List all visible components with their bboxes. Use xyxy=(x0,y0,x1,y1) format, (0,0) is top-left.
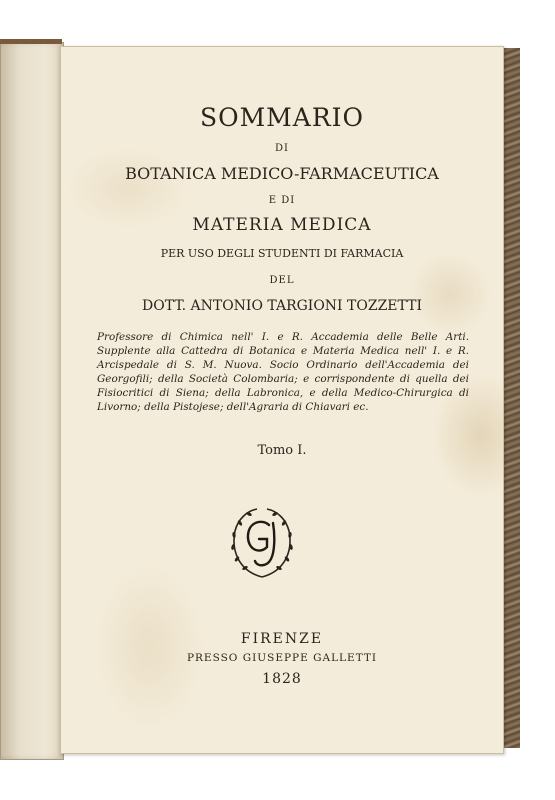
connector-e-di: E DI xyxy=(268,195,296,206)
volume-label: Tomo I. xyxy=(257,443,307,458)
marbled-page-edge xyxy=(503,48,520,748)
imprint-year: 1828 xyxy=(262,671,302,687)
connector-del: DEL xyxy=(269,275,295,286)
subtitle-botanica: BOTANICA MEDICO-FARMACEUTICA xyxy=(125,164,439,183)
publisher-monogram-icon xyxy=(229,505,295,581)
author-name: DOTT. ANTONIO TARGIONI TOZZETTI xyxy=(142,298,422,314)
purpose-line: PER USO DEGLI STUDENTI DI FARMACIA xyxy=(160,247,404,260)
book xyxy=(0,42,520,764)
connector-di: DI xyxy=(275,143,289,154)
imprint-printer: PRESSO GIUSEPPE GALLETTI xyxy=(186,652,378,664)
author-credentials: Professore di Chimica nell' I. e R. Accademia delle Belle Arti. Supplente alla Cattedra di Botanica e Materia Medica nell' I. e R. Arcispedale di S. M. Nuova. Socio Ordinario dell'Accademia dei Georgofili; della Società Colombaria; e corrispondente di quella dei Fisiocritici di Siena; della Labronica, e della Medico-Chirurgica di Livorno; della Pistojese; dell'Agraria di Chiavari ec. xyxy=(97,331,469,413)
book-cover-top xyxy=(0,39,62,44)
book-cover-edge xyxy=(0,42,64,760)
imprint-city: FIRENZE xyxy=(240,631,324,647)
book-title: SOMMARIO xyxy=(199,103,365,132)
title-page xyxy=(60,46,504,754)
subtitle-materia-medica: MATERIA MEDICA xyxy=(192,215,372,235)
